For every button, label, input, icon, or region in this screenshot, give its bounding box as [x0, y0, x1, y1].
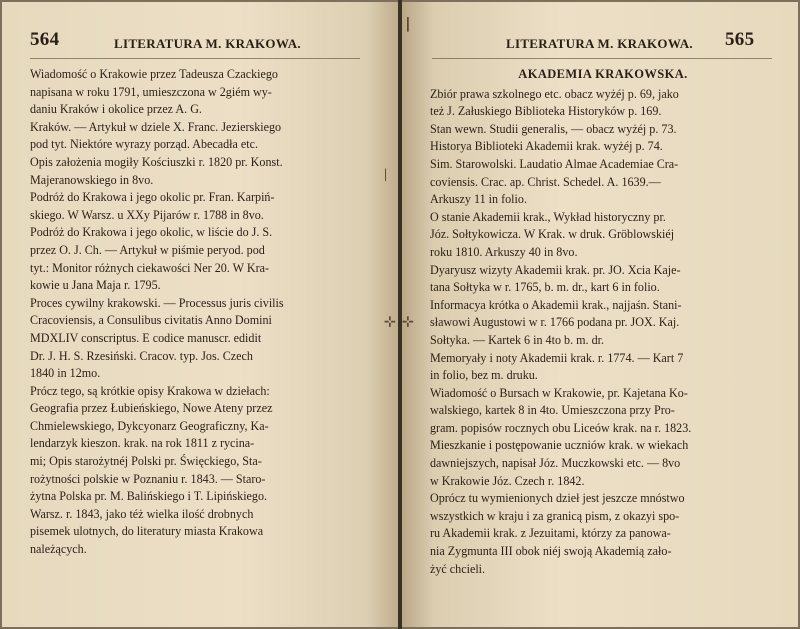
text-line: Cracoviensis, a Consulibus civitatis Anno Domini [30, 313, 272, 328]
text-line: Memoryały i noty Akademii krak. r. 1774. — Kart 7 [430, 350, 684, 365]
text-line: Proces cywilny krakowski. — Processus juris civilis [30, 295, 284, 310]
text-line: Wiadomość o Krakowie przez Tadeusza Czackiego [30, 67, 278, 81]
text-line: Dr. J. H. S. Rzesiński. Cracov. typ. Jos. Czech [30, 348, 253, 363]
text-line: roku 1810. Arkuszy 40 in 8vo. [430, 244, 578, 259]
text-line: pisemek ulotnych, do literatury miasta Krakowa [30, 524, 264, 539]
text-line: Informacya krótka o Akademii krak., najjaśn. Stani- [430, 297, 682, 312]
text-line: Stan wewn. Studii generalis, — obacz wyżéj p. 73. [430, 121, 677, 136]
text-line: Arkuszy 11 in folio. [430, 192, 527, 207]
left-page [2, 2, 398, 627]
text-line: Prócz tego, są krótkie opisy Krakowa w dziełach: [30, 383, 270, 398]
section-title: AKADEMIA KRAKOWSKA. [518, 67, 688, 81]
text-line: Mieszkanie i postępowanie uczniów krak. w wiekach [430, 438, 689, 453]
text-line: Wiadomość o Bursach w Krakowie, pr. Kajetana Ko- [430, 385, 688, 400]
text-line: żyć chcieli. [430, 561, 486, 576]
text-line: Zbiór prawa szkolnego etc. obacz wyżéj p. 69, jako [430, 86, 679, 101]
right-header-rule [432, 58, 772, 59]
text-line: daniu Kraków i okolice przez A. G. [30, 102, 202, 117]
text-line: Kraków. — Artykuł w dziele X. Franc. Jezierskiego [30, 119, 282, 134]
text-line: Chmielewskiego, Dykcyonarz Geograficzny, Ka- [30, 418, 269, 433]
text-line: tana Sołtyka w r. 1765, b. m. dr., kart 6 in folio. [430, 280, 660, 295]
left-page-body [30, 66, 362, 559]
text-line: walskiego, kartek 8 in 4to. Umieszczona przy Pro- [430, 403, 675, 418]
text-line: kowie u Jana Maja r. 1795. [30, 278, 161, 293]
right-running-head: LITERATURA M. KRAKOWA. [506, 36, 693, 51]
text-line: rożytności polskie w Poznaniu r. 1843. — Staro- [30, 471, 266, 486]
text-line: nia Zygmunta III obok niéj swoją Akademią zało- [430, 544, 672, 559]
gutter-mark: ⊹ [402, 315, 414, 330]
gutter-mark: ❘ [402, 17, 414, 32]
text-line: lendarzyk kieszon. krak. na rok 1811 z rycina- [30, 436, 255, 451]
text-line: coviensis. Crac. ap. Christ. Schedel. A. 1639.— [430, 174, 661, 189]
text-line: należących. [30, 542, 87, 557]
text-line: dawniejszych, napisał Józ. Muczkowski etc. — 8vo [430, 456, 681, 471]
text-line: Józ. Sołtykowicza. W Krak. w druk. Gröblowskiéj [430, 227, 675, 242]
text-line: MDXLIV conscriptus. E codice manuscr. edidit [30, 330, 262, 345]
text-line: Podróż do Krakowa i jego okolic, w liście do J. S. [30, 225, 273, 240]
text-line: też J. Załuskiego Biblioteka Historyków p. 169. [430, 104, 662, 119]
text-line: gram. popisów rocznych obu Liceów krak. na r. 1823. [430, 420, 692, 435]
text-line: Warsz. r. 1843, jako téż wielka ilość drobnych [30, 506, 254, 521]
text-line: Historya Biblioteki Akademii krak. wyżéj p. 74. [430, 139, 663, 154]
right-page-body [430, 66, 776, 578]
right-page-number: 565 [725, 29, 755, 50]
left-page-number: 564 [30, 29, 60, 50]
text-line: mi; Opis starożytnéj Polski pr. Święckiego, Sta- [30, 454, 262, 469]
text-line: sławowi Augustowi w r. 1766 podana pr. JOX. Kaj. [430, 315, 680, 330]
text-line: Oprócz tu wymienionych dzieł jest jeszcze mnóstwo [430, 491, 685, 506]
text-line: Majeranowskiego in 8vo. [30, 172, 154, 187]
text-line: O stanie Akademii krak., Wykład historyczny pr. [430, 209, 666, 224]
text-line: napisana w roku 1791, umieszczona w 2giém wy- [30, 84, 272, 99]
text-line: ru Akademii krak. z Jezuitami, którzy za panowa- [430, 526, 671, 541]
left-running-head: LITERATURA M. KRAKOWA. [114, 36, 301, 51]
text-line: w Krakowie Józ. Czech r. 1842. [430, 473, 585, 488]
text-line: tyt.: Monitor różnych ciekawości Ner 20. W Kra- [30, 260, 270, 275]
text-line: Geografia przez Łubieńskiego, Nowe Ateny przez [30, 401, 273, 416]
gutter-mark: ⊹ [384, 315, 396, 330]
right-page-header [402, 29, 798, 56]
text-line: żytna Polska pr. M. Balińskiego i T. Lipińskiego. [30, 489, 268, 504]
text-line: Podróż do Krakowa i jego okolic pr. Fran. Karpiń- [30, 190, 275, 205]
gutter-mark: | [384, 167, 388, 182]
text-line: in folio, bez m. druku. [430, 368, 538, 383]
text-line: 1840 in 12mo. [30, 366, 101, 381]
text-line: Dyaryusz wizyty Akademii krak. pr. JO. Xcia Kaje- [430, 262, 681, 277]
right-page [402, 2, 798, 627]
left-page-header [2, 29, 398, 56]
text-line: skiego. W Warsz. u XXy Pijarów r. 1788 in 8vo. [30, 207, 264, 222]
text-line: przez O. J. Ch. — Artykuł w piśmie peryod. pod [30, 242, 265, 257]
text-line: Sim. Starowolski. Laudatio Almae Academiae Cra- [430, 156, 679, 171]
text-line: pod tyt. Niektóre wyrazy porząd. Abecadła etc. [30, 137, 259, 152]
text-line: Sołtyka. — Kartek 6 in 4to b. m. dr. [430, 332, 605, 347]
text-line: wszystkich w kraju i za granicą pism, z okazyi spo- [430, 508, 680, 523]
text-line: Opis założenia mogiły Kościuszki r. 1820 pr. Konst. [30, 154, 283, 169]
left-header-rule [30, 58, 360, 59]
